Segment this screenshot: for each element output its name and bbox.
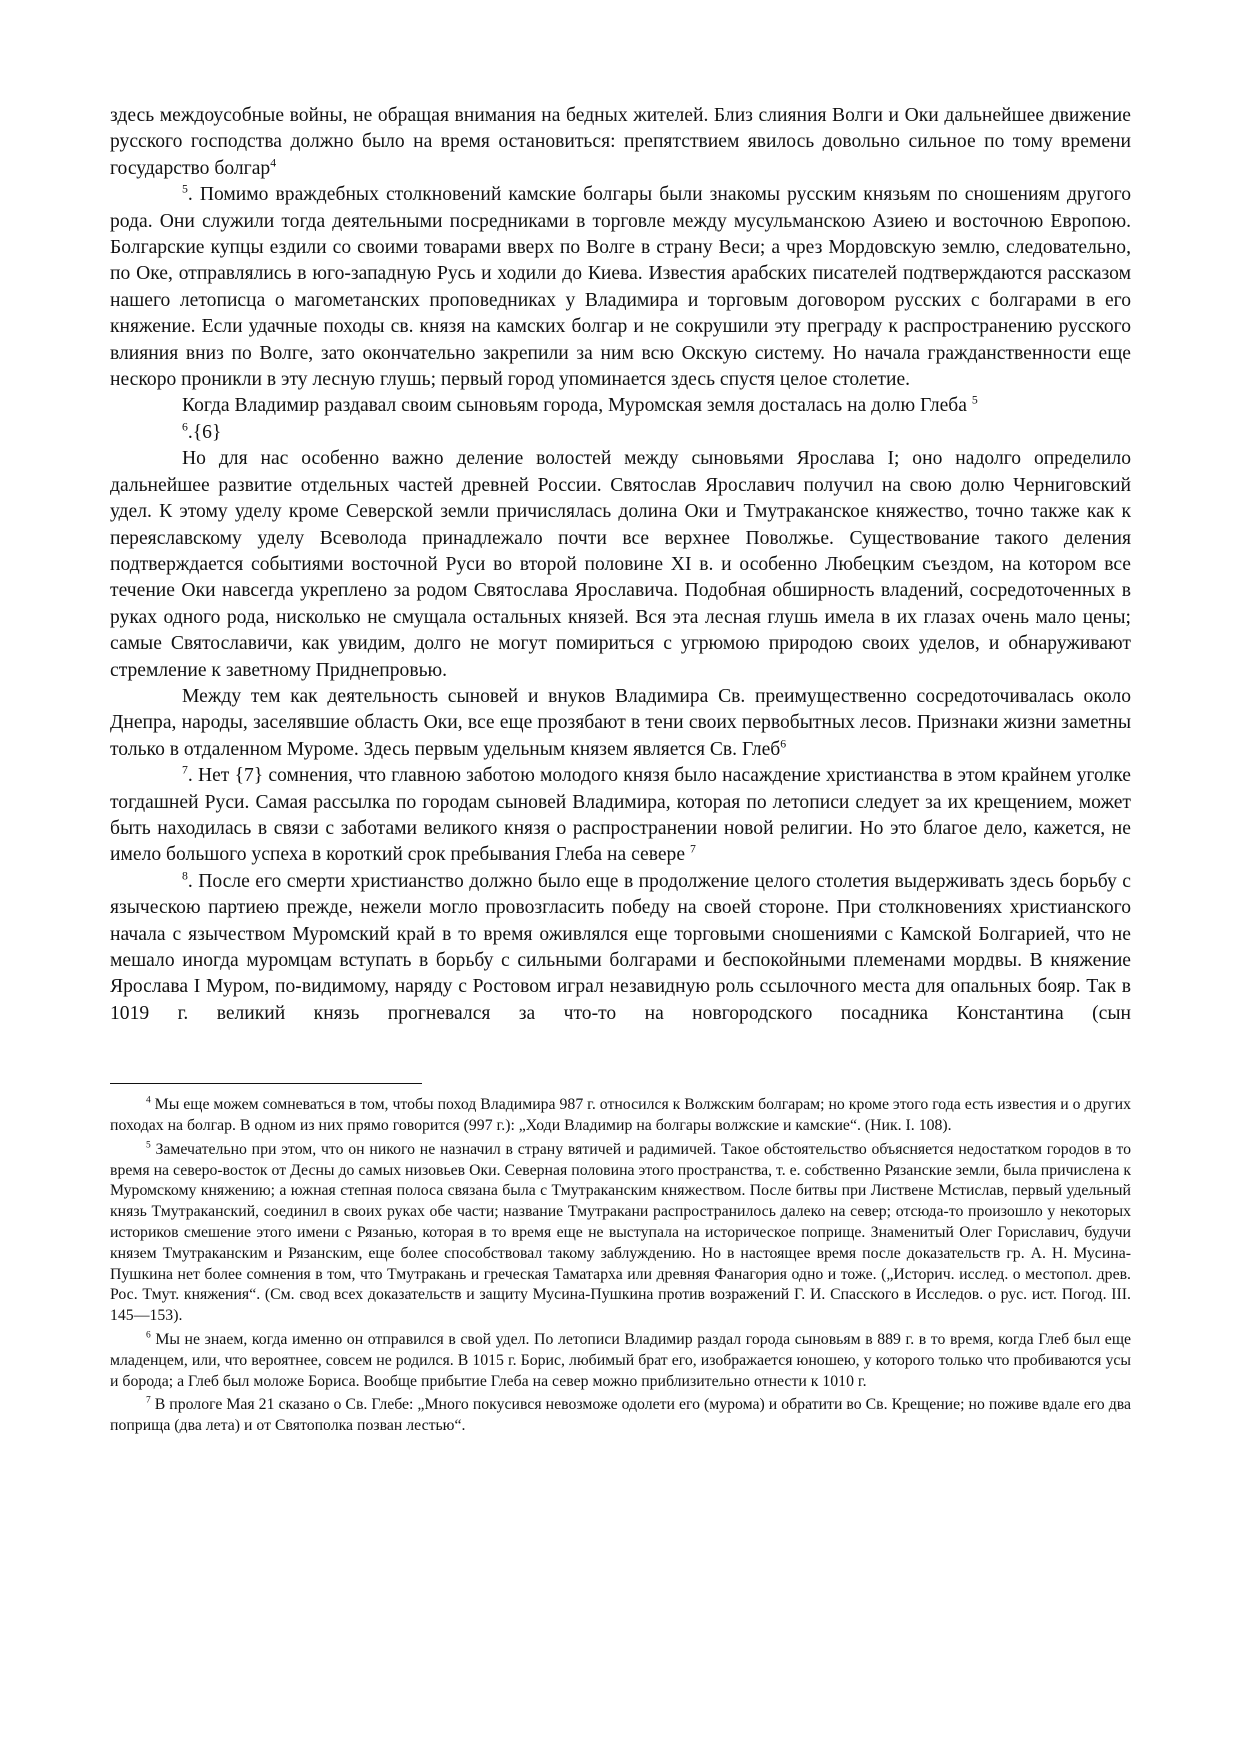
footnote-ref-8-continued: 8 xyxy=(182,869,188,883)
footnote-7: $^7$ В прологе Мая 21 сказано о Св. Глебе: „Много покусився невозможе одолети его (мурома) и обратити во Св. Крещение; но поживе вдале его два поприща (два лета) и от Святополка позван лестью“. xyxy=(110,1396,1131,1435)
footnote-ref-6-continued: 6 xyxy=(182,420,188,434)
paragraph-4: $^6$.{6} xyxy=(182,420,222,443)
paragraph-2: $^5$. Помимо враждебных столкновений камские болгары были знакомы русским князьям по сношениям другого рода. Они служили тогда деятельными посредниками в торговле между мусульманскою Азиею и восточною Европою. Болгарские купцы ездили со своими товарами вверх по Волге в страну Веси; а чрез Мордовскую землю, следовательно, по Оке, отправлялись в юго-западную Русь и ходили до Киева. Известия арабских писателей подтверждаются рассказом нашего летописца о магометанских проповедниках у Владимира и торговым договором русских с болгарами в его княжение. Если удачные походы св. князя на камских болгар и не сокрушили эту преграду к распространению русского влияния вниз по Волге, зато окончательно закрепили за ним всю Окскую систему. Но начала гражданственности еще нескоро проникли в эту лесную глушь; первый город упоминается здесь спустя целое столетие. xyxy=(110,182,1131,391)
footnote-ref-7: 7 xyxy=(689,842,696,856)
footnote-4: $^4$ Мы еще можем сомневаться в том, чтобы поход Владимира 987 г. относился к Волжским болгарам; но кроме этого года есть известия и о других походах на болгар. В одном из них прямо говорится (997 г.): „Ходи Владимир на болгары волжские и камские“. (Ник. I. 108). xyxy=(110,1095,1131,1135)
footnote-6: $^6$ Мы не знаем, когда именно он отправился в свой удел. По летописи Владимир раздал города сыновьям в 889 г. в то время, когда Глеб был еще младенцем, или, что вероятнее, совсем не родился. В 1015 г. Борис, любимый брат его, изображается юношею, у которого только что пробиваются усы и борода; а Глеб был моложе Бориса. Вообще прибытие Глеба на север можно приблизительно отнести к 1010 г. xyxy=(110,1330,1131,1390)
footnote-ref-5: 5 xyxy=(971,393,978,407)
footnote-ref-4: 4 xyxy=(270,156,277,170)
paragraph-7: $^7$. Нет {7} сомнения, что главною заботою молодого князя было насаждение христианства в этом крайнем уголке тогдашней Руси. Самая рассылка по городам сыновей Владимира, которая по летописи следует за их крещением, может быть находилась в связи с заботами великого князя о распространении новой религии. Но это благое дело, кажется, не имело большого успеха в короткий срок пребывания Глеба на севере $^7$ xyxy=(110,763,1131,866)
paragraph-1: здесь междоусобные войны, не обращая внимания на бедных жителей. Близ слияния Волги и Оки дальнейшее движение русского господства должно было на время остановиться: препятствием явилось довольно сильное по тому времени государство болгар$^4$ xyxy=(110,105,1131,179)
footnote-separator xyxy=(110,1083,422,1084)
paragraph-6: Между тем как деятельность сыновей и внуков Владимира Св. преимущественно сосредоточивалась около Днепра, народы, заселявшие область Оки, все еще прозябают в тени своих первобытных лесов. Признаки жизни заметны только в отдаленном Муроме. Здесь первым удельным князем является Св. Глеб$^6$ xyxy=(110,685,1131,760)
paragraph-5: Но для нас особенно важно деление волостей между сыновьями Ярослава I; оно надолго определило дальнейшее развитие отдельных частей древней России. Святослав Ярославич получил на свою долю Черниговский удел. К этому уделу кроме Северской земли причислялась долина Оки и Тмутраканское княжество, точно также как к переяславскому уделу Всеволода принадлежало почти все верхнее Поволжье. Существование такого деления подтверждается событиями восточной Руси во второй половине XI в. и особенно Любецким съездом, на котором все течение Оки навсегда укреплено за родом Святослава Ярославича. Подобная обширность владений, сосредоточенных в руках одного рода, нисколько не смущала остальных князей. Вся эта лесная глушь имела в их глазах очень мало цены; самые Святославичи, как увидим, долго не могут помириться с угрюмою природою своих уделов, и обнаруживают стремление к заветному Приднепровью. xyxy=(110,448,1131,681)
footnote-ref-7-continued: 7 xyxy=(182,763,188,777)
document-page xyxy=(110,103,1131,1437)
footnotes xyxy=(110,1095,1131,1437)
footnote-ref-6: 6 xyxy=(780,737,787,751)
paragraph-8: $^8$. После его смерти христианство должно было еще в продолжение целого столетия выдерживать здесь борьбу с языческою партиею прежде, нежели могло провозгласить победу на своей стороне. При столкновениях христианского начала с язычеством Муромский край в то время оживлялся еще торговыми сношениями с Камской Болгарией, что не мешало иногда муромцам вступать в борьбу с сильными болгарами и беспокойными племенами мордвы. В княжение Ярослава I Муром, по-видимому, наряду с Ростовом играл незавидную роль ссылочного места для опальных бояр. Так в 1019 г. великий князь прогневался за что-то на новгородского посадника Константина (сын xyxy=(110,869,1131,1024)
footnote-5: $^5$ Замечательно при этом, что он никого не назначил в страну вятичей и радимичей. Такое обстоятельство объясняется недостатком городов в то время на северо-восток от Десны до самых низовьев Оки. Северная половина этого пространства, т. е. собственно Рязанские земли, была причислена к Муромскому княжению; а южная степная полоса связана была с Тмутраканским княжеством. После битвы при Листвене Мстислав, первый удельный князь Тмутраканский, соединил в своих руках обе части; название Тмутракани распространилось далеко на север; отсюда-то произошло у некоторых историков смешение этого имени с Рязанью, которая в то время еще не выступала на историческое поприще. Знаменитый Олег Гориславич, будучи князем Тмутраканским и Рязанским, еще более способствовал такому заблуждению. Но в настоящее время после доказательств гр. А. Н. Мусина-Пушкина нет более сомнения в том, что Тмутракань и греческая Таматарха или древняя Фанагория одно и тоже. („Историч. исслед. о местопол. древ. Рос. Тмут. княжения“. (См. свод всех доказательств и защиту Мусина-Пушкина против возражений Г. И. Спасского в Исследов. о рус. ист. Погод. III. 145—153). xyxy=(110,1140,1131,1325)
paragraph-3: Когда Владимир раздавал своим сыновьям города, Муромская земля досталась на долю Глеба $^5$ xyxy=(182,393,978,417)
main-text xyxy=(110,103,1131,1027)
footnote-ref-5-continued: 5 xyxy=(182,182,188,196)
